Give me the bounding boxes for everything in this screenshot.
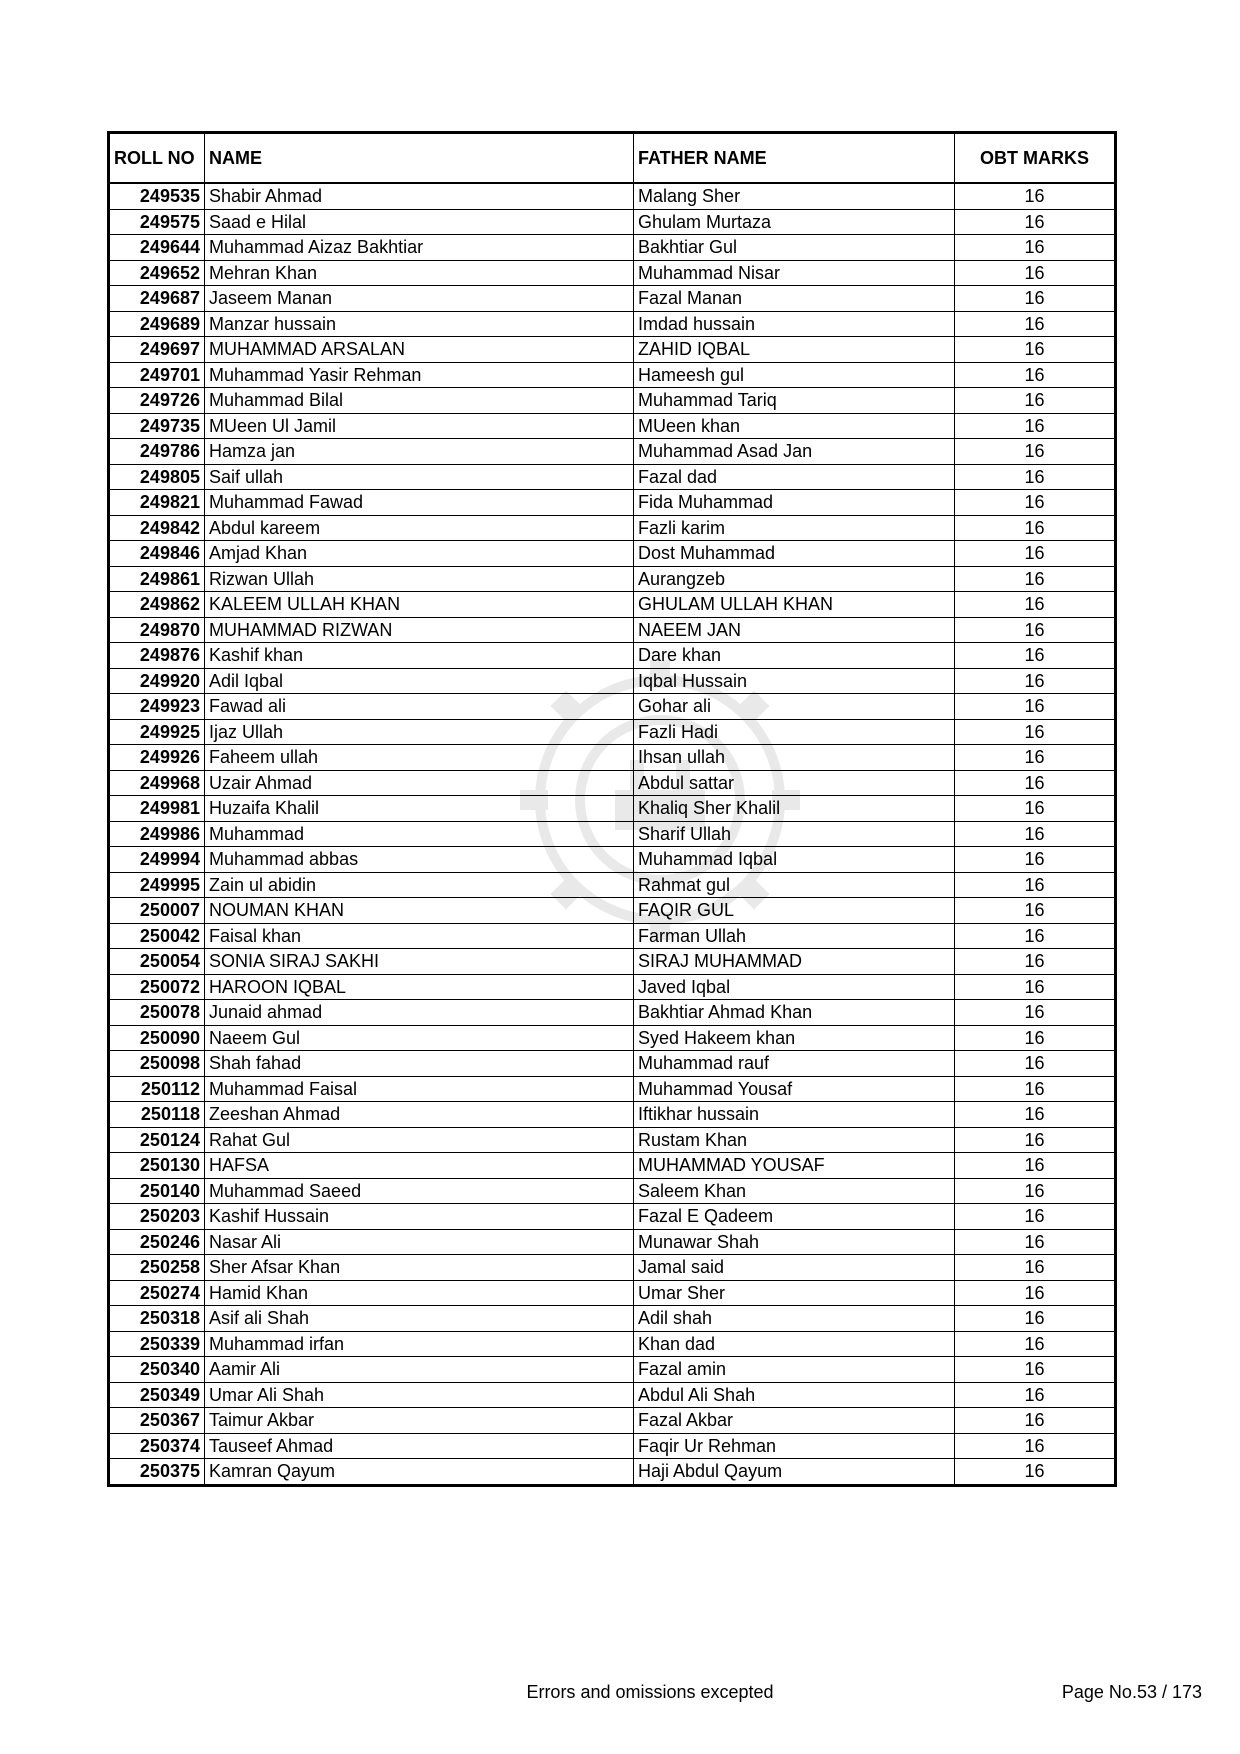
cell-roll-no: 250140 bbox=[109, 1178, 205, 1204]
cell-roll-no: 249652 bbox=[109, 260, 205, 286]
cell-roll-no: 249981 bbox=[109, 796, 205, 822]
table-row bbox=[109, 260, 1116, 286]
cell-name: Faisal khan bbox=[205, 923, 634, 949]
cell-father-name: Gohar ali bbox=[634, 694, 955, 720]
cell-roll-no: 249862 bbox=[109, 592, 205, 618]
cell-obt-marks: 16 bbox=[955, 413, 1116, 439]
cell-father-name: Fazli karim bbox=[634, 515, 955, 541]
cell-roll-no: 250375 bbox=[109, 1459, 205, 1486]
cell-name: Rizwan Ullah bbox=[205, 566, 634, 592]
cell-father-name: MUeen khan bbox=[634, 413, 955, 439]
cell-father-name: ZAHID IQBAL bbox=[634, 337, 955, 363]
cell-roll-no: 250042 bbox=[109, 923, 205, 949]
cell-name: SONIA SIRAJ SAKHI bbox=[205, 949, 634, 975]
table-row bbox=[109, 592, 1116, 618]
cell-roll-no: 250339 bbox=[109, 1331, 205, 1357]
cell-roll-no: 249697 bbox=[109, 337, 205, 363]
cell-obt-marks: 16 bbox=[955, 1357, 1116, 1383]
cell-roll-no: 249575 bbox=[109, 209, 205, 235]
cell-roll-no: 249926 bbox=[109, 745, 205, 771]
cell-obt-marks: 16 bbox=[955, 337, 1116, 363]
cell-obt-marks: 16 bbox=[955, 796, 1116, 822]
table-row bbox=[109, 770, 1116, 796]
cell-name: Huzaifa Khalil bbox=[205, 796, 634, 822]
cell-name: Kashif khan bbox=[205, 643, 634, 669]
cell-roll-no: 250098 bbox=[109, 1051, 205, 1077]
cell-obt-marks: 16 bbox=[955, 541, 1116, 567]
cell-roll-no: 250246 bbox=[109, 1229, 205, 1255]
table-row bbox=[109, 1025, 1116, 1051]
table-row bbox=[109, 1280, 1116, 1306]
cell-obt-marks: 16 bbox=[955, 1178, 1116, 1204]
table-row bbox=[109, 209, 1116, 235]
cell-name: Muhammad Faisal bbox=[205, 1076, 634, 1102]
table-row bbox=[109, 1408, 1116, 1434]
page-number: Page No.53 / 173 bbox=[1061, 1682, 1202, 1702]
table-row bbox=[109, 286, 1116, 312]
cell-father-name: Fazal amin bbox=[634, 1357, 955, 1383]
table-row bbox=[109, 643, 1116, 669]
cell-obt-marks: 16 bbox=[955, 183, 1116, 209]
cell-father-name: Dare khan bbox=[634, 643, 955, 669]
table-row bbox=[109, 362, 1116, 388]
cell-name: HAFSA bbox=[205, 1153, 634, 1179]
cell-roll-no: 249786 bbox=[109, 439, 205, 465]
header-name: NAME bbox=[205, 133, 634, 184]
cell-name: Saif ullah bbox=[205, 464, 634, 490]
cell-obt-marks: 16 bbox=[955, 388, 1116, 414]
cell-roll-no: 249689 bbox=[109, 311, 205, 337]
cell-name: Rahat Gul bbox=[205, 1127, 634, 1153]
cell-roll-no: 249701 bbox=[109, 362, 205, 388]
cell-name: Muhammad bbox=[205, 821, 634, 847]
cell-father-name: Umar Sher bbox=[634, 1280, 955, 1306]
cell-obt-marks: 16 bbox=[955, 694, 1116, 720]
cell-name: Muhammad Fawad bbox=[205, 490, 634, 516]
table-row bbox=[109, 541, 1116, 567]
cell-name: Kashif Hussain bbox=[205, 1204, 634, 1230]
cell-obt-marks: 16 bbox=[955, 490, 1116, 516]
cell-name: Amjad Khan bbox=[205, 541, 634, 567]
cell-name: Fawad ali bbox=[205, 694, 634, 720]
cell-obt-marks: 16 bbox=[955, 1076, 1116, 1102]
cell-roll-no: 250374 bbox=[109, 1433, 205, 1459]
cell-roll-no: 250072 bbox=[109, 974, 205, 1000]
cell-obt-marks: 16 bbox=[955, 209, 1116, 235]
table-row bbox=[109, 1459, 1116, 1486]
cell-father-name: Munawar Shah bbox=[634, 1229, 955, 1255]
cell-name: Aamir Ali bbox=[205, 1357, 634, 1383]
cell-roll-no: 250112 bbox=[109, 1076, 205, 1102]
cell-father-name: Fazal Akbar bbox=[634, 1408, 955, 1434]
cell-father-name: Saleem Khan bbox=[634, 1178, 955, 1204]
cell-name: KALEEM ULLAH KHAN bbox=[205, 592, 634, 618]
cell-roll-no: 249870 bbox=[109, 617, 205, 643]
cell-obt-marks: 16 bbox=[955, 311, 1116, 337]
cell-father-name: Iqbal Hussain bbox=[634, 668, 955, 694]
cell-name: Muhammad abbas bbox=[205, 847, 634, 873]
cell-roll-no: 249805 bbox=[109, 464, 205, 490]
table-row bbox=[109, 949, 1116, 975]
cell-name: Hamza jan bbox=[205, 439, 634, 465]
table-row bbox=[109, 694, 1116, 720]
table-row bbox=[109, 413, 1116, 439]
cell-roll-no: 249535 bbox=[109, 183, 205, 209]
cell-roll-no: 249842 bbox=[109, 515, 205, 541]
cell-obt-marks: 16 bbox=[955, 1255, 1116, 1281]
cell-roll-no: 250078 bbox=[109, 1000, 205, 1026]
cell-obt-marks: 16 bbox=[955, 719, 1116, 745]
cell-name: Naeem Gul bbox=[205, 1025, 634, 1051]
cell-father-name: Muhammad Asad Jan bbox=[634, 439, 955, 465]
cell-obt-marks: 16 bbox=[955, 592, 1116, 618]
cell-roll-no: 249920 bbox=[109, 668, 205, 694]
cell-name: Ijaz Ullah bbox=[205, 719, 634, 745]
header-obt-marks: OBT MARKS bbox=[955, 133, 1116, 184]
cell-roll-no: 249644 bbox=[109, 235, 205, 261]
cell-roll-no: 250007 bbox=[109, 898, 205, 924]
table-row bbox=[109, 337, 1116, 363]
cell-obt-marks: 16 bbox=[955, 566, 1116, 592]
cell-father-name: SIRAJ MUHAMMAD bbox=[634, 949, 955, 975]
cell-name: Manzar hussain bbox=[205, 311, 634, 337]
cell-father-name: Farman Ullah bbox=[634, 923, 955, 949]
table-row bbox=[109, 745, 1116, 771]
cell-name: Muhammad Saeed bbox=[205, 1178, 634, 1204]
cell-obt-marks: 16 bbox=[955, 974, 1116, 1000]
cell-obt-marks: 16 bbox=[955, 1153, 1116, 1179]
cell-obt-marks: 16 bbox=[955, 260, 1116, 286]
cell-obt-marks: 16 bbox=[955, 362, 1116, 388]
cell-name: Uzair Ahmad bbox=[205, 770, 634, 796]
cell-father-name: Fazal Manan bbox=[634, 286, 955, 312]
cell-father-name: GHULAM ULLAH KHAN bbox=[634, 592, 955, 618]
table-row bbox=[109, 617, 1116, 643]
table-row bbox=[109, 1229, 1116, 1255]
cell-obt-marks: 16 bbox=[955, 745, 1116, 771]
cell-name: Sher Afsar Khan bbox=[205, 1255, 634, 1281]
cell-name: Shah fahad bbox=[205, 1051, 634, 1077]
cell-father-name: Muhammad Tariq bbox=[634, 388, 955, 414]
cell-roll-no: 250318 bbox=[109, 1306, 205, 1332]
cell-obt-marks: 16 bbox=[955, 1102, 1116, 1128]
cell-name: Abdul kareem bbox=[205, 515, 634, 541]
cell-roll-no: 249995 bbox=[109, 872, 205, 898]
cell-name: Hamid Khan bbox=[205, 1280, 634, 1306]
cell-obt-marks: 16 bbox=[955, 923, 1116, 949]
table-row bbox=[109, 1382, 1116, 1408]
cell-obt-marks: 16 bbox=[955, 1204, 1116, 1230]
table-row bbox=[109, 1433, 1116, 1459]
cell-father-name: Ghulam Murtaza bbox=[634, 209, 955, 235]
cell-roll-no: 249687 bbox=[109, 286, 205, 312]
cell-obt-marks: 16 bbox=[955, 1382, 1116, 1408]
cell-roll-no: 249821 bbox=[109, 490, 205, 516]
cell-roll-no: 250118 bbox=[109, 1102, 205, 1128]
cell-name: HAROON IQBAL bbox=[205, 974, 634, 1000]
cell-name: Adil Iqbal bbox=[205, 668, 634, 694]
cell-father-name: Syed Hakeem khan bbox=[634, 1025, 955, 1051]
cell-father-name: Iftikhar hussain bbox=[634, 1102, 955, 1128]
cell-name: Asif ali Shah bbox=[205, 1306, 634, 1332]
table-row bbox=[109, 821, 1116, 847]
cell-obt-marks: 16 bbox=[955, 515, 1116, 541]
table-row bbox=[109, 490, 1116, 516]
cell-obt-marks: 16 bbox=[955, 1331, 1116, 1357]
cell-obt-marks: 16 bbox=[955, 1051, 1116, 1077]
table-row bbox=[109, 1255, 1116, 1281]
cell-name: Muhammad irfan bbox=[205, 1331, 634, 1357]
cell-father-name: Muhammad rauf bbox=[634, 1051, 955, 1077]
cell-roll-no: 250054 bbox=[109, 949, 205, 975]
cell-obt-marks: 16 bbox=[955, 1280, 1116, 1306]
cell-father-name: Fazal E Qadeem bbox=[634, 1204, 955, 1230]
cell-obt-marks: 16 bbox=[955, 872, 1116, 898]
cell-name: MUeen Ul Jamil bbox=[205, 413, 634, 439]
table-row bbox=[109, 872, 1116, 898]
cell-name: Muhammad Bilal bbox=[205, 388, 634, 414]
cell-father-name: FAQIR GUL bbox=[634, 898, 955, 924]
cell-roll-no: 249923 bbox=[109, 694, 205, 720]
cell-obt-marks: 16 bbox=[955, 1459, 1116, 1486]
cell-obt-marks: 16 bbox=[955, 235, 1116, 261]
cell-obt-marks: 16 bbox=[955, 1229, 1116, 1255]
table-row bbox=[109, 311, 1116, 337]
cell-father-name: Khaliq Sher Khalil bbox=[634, 796, 955, 822]
cell-name: NOUMAN KHAN bbox=[205, 898, 634, 924]
cell-father-name: Adil shah bbox=[634, 1306, 955, 1332]
cell-father-name: Muhammad Iqbal bbox=[634, 847, 955, 873]
header-father-name: FATHER NAME bbox=[634, 133, 955, 184]
cell-roll-no: 249861 bbox=[109, 566, 205, 592]
table-row bbox=[109, 668, 1116, 694]
table-row bbox=[109, 1076, 1116, 1102]
cell-roll-no: 250090 bbox=[109, 1025, 205, 1051]
cell-roll-no: 249846 bbox=[109, 541, 205, 567]
cell-name: Kamran Qayum bbox=[205, 1459, 634, 1486]
cell-roll-no: 250367 bbox=[109, 1408, 205, 1434]
header-roll-no: ROLL NO bbox=[109, 133, 205, 184]
footer-note: Errors and omissions excepted bbox=[526, 1682, 774, 1702]
cell-father-name: MUHAMMAD YOUSAF bbox=[634, 1153, 955, 1179]
cell-name: Nasar Ali bbox=[205, 1229, 634, 1255]
cell-roll-no: 250203 bbox=[109, 1204, 205, 1230]
cell-father-name: Malang Sher bbox=[634, 183, 955, 209]
table-row bbox=[109, 1102, 1116, 1128]
cell-roll-no: 249925 bbox=[109, 719, 205, 745]
cell-obt-marks: 16 bbox=[955, 1408, 1116, 1434]
cell-name: Umar Ali Shah bbox=[205, 1382, 634, 1408]
cell-father-name: Fida Muhammad bbox=[634, 490, 955, 516]
cell-roll-no: 249968 bbox=[109, 770, 205, 796]
cell-father-name: Sharif Ullah bbox=[634, 821, 955, 847]
cell-obt-marks: 16 bbox=[955, 439, 1116, 465]
cell-roll-no: 249726 bbox=[109, 388, 205, 414]
cell-father-name: Imdad hussain bbox=[634, 311, 955, 337]
cell-obt-marks: 16 bbox=[955, 949, 1116, 975]
cell-name: MUHAMMAD ARSALAN bbox=[205, 337, 634, 363]
table-row bbox=[109, 1178, 1116, 1204]
cell-father-name: Fazal dad bbox=[634, 464, 955, 490]
cell-obt-marks: 16 bbox=[955, 898, 1116, 924]
cell-father-name: Hameesh gul bbox=[634, 362, 955, 388]
cell-obt-marks: 16 bbox=[955, 286, 1116, 312]
table-row bbox=[109, 515, 1116, 541]
table-row bbox=[109, 1127, 1116, 1153]
cell-name: Muhammad Aizaz Bakhtiar bbox=[205, 235, 634, 261]
cell-father-name: Khan dad bbox=[634, 1331, 955, 1357]
cell-obt-marks: 16 bbox=[955, 821, 1116, 847]
table-row bbox=[109, 1000, 1116, 1026]
cell-father-name: Ihsan ullah bbox=[634, 745, 955, 771]
cell-name: Taimur Akbar bbox=[205, 1408, 634, 1434]
table-row bbox=[109, 183, 1116, 209]
cell-obt-marks: 16 bbox=[955, 770, 1116, 796]
cell-obt-marks: 16 bbox=[955, 1000, 1116, 1026]
table-header-row bbox=[109, 133, 1116, 184]
table-row bbox=[109, 1204, 1116, 1230]
cell-obt-marks: 16 bbox=[955, 1433, 1116, 1459]
cell-father-name: NAEEM JAN bbox=[634, 617, 955, 643]
results-table bbox=[107, 131, 1117, 1487]
cell-father-name: Abdul sattar bbox=[634, 770, 955, 796]
cell-name: Junaid ahmad bbox=[205, 1000, 634, 1026]
cell-name: Saad e Hilal bbox=[205, 209, 634, 235]
cell-roll-no: 249986 bbox=[109, 821, 205, 847]
cell-obt-marks: 16 bbox=[955, 617, 1116, 643]
table-row bbox=[109, 235, 1116, 261]
table-row bbox=[109, 1153, 1116, 1179]
cell-name: Tauseef Ahmad bbox=[205, 1433, 634, 1459]
cell-father-name: Aurangzeb bbox=[634, 566, 955, 592]
cell-father-name: Fazli Hadi bbox=[634, 719, 955, 745]
table-row bbox=[109, 1331, 1116, 1357]
cell-father-name: Bakhtiar Gul bbox=[634, 235, 955, 261]
table-row bbox=[109, 464, 1116, 490]
cell-name: Muhammad Yasir Rehman bbox=[205, 362, 634, 388]
cell-father-name: Javed Iqbal bbox=[634, 974, 955, 1000]
cell-obt-marks: 16 bbox=[955, 668, 1116, 694]
cell-obt-marks: 16 bbox=[955, 1127, 1116, 1153]
cell-roll-no: 250258 bbox=[109, 1255, 205, 1281]
table-row bbox=[109, 1051, 1116, 1077]
cell-obt-marks: 16 bbox=[955, 847, 1116, 873]
cell-father-name: Rahmat gul bbox=[634, 872, 955, 898]
cell-father-name: Muhammad Nisar bbox=[634, 260, 955, 286]
cell-father-name: Rustam Khan bbox=[634, 1127, 955, 1153]
cell-father-name: Haji Abdul Qayum bbox=[634, 1459, 955, 1486]
cell-name: Mehran Khan bbox=[205, 260, 634, 286]
cell-roll-no: 249735 bbox=[109, 413, 205, 439]
cell-obt-marks: 16 bbox=[955, 1306, 1116, 1332]
cell-father-name: Dost Muhammad bbox=[634, 541, 955, 567]
cell-roll-no: 250130 bbox=[109, 1153, 205, 1179]
cell-obt-marks: 16 bbox=[955, 1025, 1116, 1051]
cell-father-name: Faqir Ur Rehman bbox=[634, 1433, 955, 1459]
table-row bbox=[109, 439, 1116, 465]
cell-name: Zain ul abidin bbox=[205, 872, 634, 898]
table-row bbox=[109, 1306, 1116, 1332]
cell-name: Faheem ullah bbox=[205, 745, 634, 771]
table-row bbox=[109, 974, 1116, 1000]
cell-roll-no: 250124 bbox=[109, 1127, 205, 1153]
cell-obt-marks: 16 bbox=[955, 464, 1116, 490]
cell-father-name: Bakhtiar Ahmad Khan bbox=[634, 1000, 955, 1026]
cell-name: Shabir Ahmad bbox=[205, 183, 634, 209]
table-row bbox=[109, 1357, 1116, 1383]
table-row bbox=[109, 898, 1116, 924]
cell-roll-no: 250349 bbox=[109, 1382, 205, 1408]
table-row bbox=[109, 796, 1116, 822]
cell-father-name: Jamal said bbox=[634, 1255, 955, 1281]
cell-name: Zeeshan Ahmad bbox=[205, 1102, 634, 1128]
table-row bbox=[109, 923, 1116, 949]
table-row bbox=[109, 388, 1116, 414]
cell-obt-marks: 16 bbox=[955, 643, 1116, 669]
table-row bbox=[109, 566, 1116, 592]
cell-roll-no: 250340 bbox=[109, 1357, 205, 1383]
cell-father-name: Abdul Ali Shah bbox=[634, 1382, 955, 1408]
cell-father-name: Muhammad Yousaf bbox=[634, 1076, 955, 1102]
cell-roll-no: 249876 bbox=[109, 643, 205, 669]
cell-name: Jaseem Manan bbox=[205, 286, 634, 312]
table-row bbox=[109, 847, 1116, 873]
cell-roll-no: 249994 bbox=[109, 847, 205, 873]
table-row bbox=[109, 719, 1116, 745]
table-body bbox=[109, 183, 1116, 1485]
cell-name: MUHAMMAD RIZWAN bbox=[205, 617, 634, 643]
cell-roll-no: 250274 bbox=[109, 1280, 205, 1306]
